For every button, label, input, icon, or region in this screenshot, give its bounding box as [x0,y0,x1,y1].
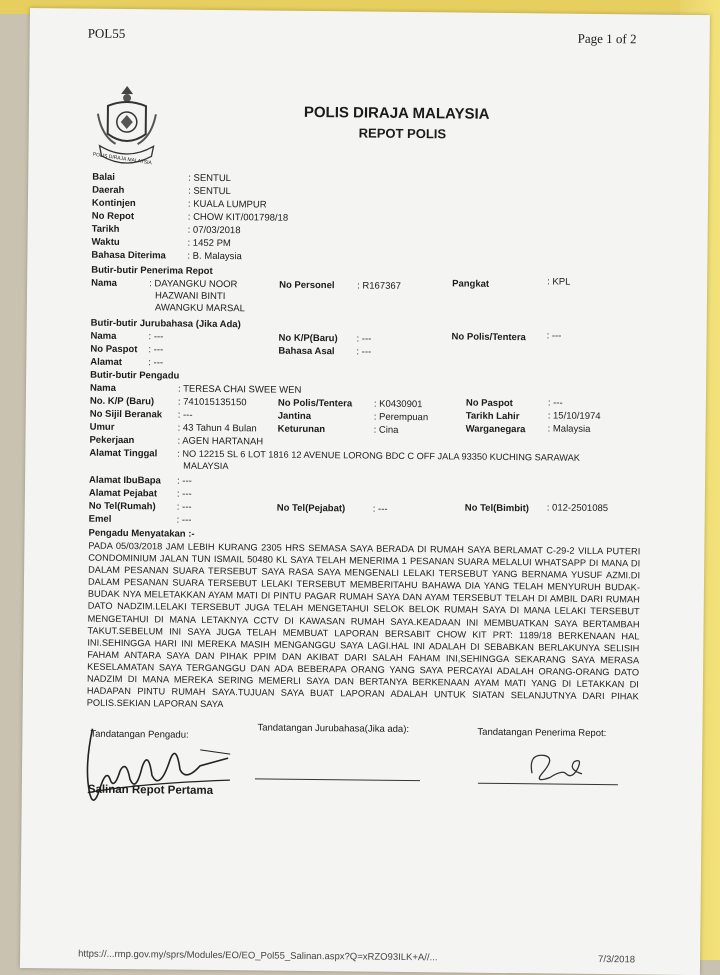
jb-nama-text: --- [153,331,164,343]
footer-date: 7/3/2018 [598,954,636,966]
jb-bahasa-label: Bahasa Asal [278,345,335,358]
norepot-label: No Repot [91,210,135,223]
page-number: Page 1 of 2 [577,30,637,47]
pg-nama-value: : TERESA CHAI SWEE WEN [177,383,302,396]
penerima-signature-icon [522,743,592,788]
jurubahasa-signature-line [255,778,420,781]
sig-penerima-label: Tandatangan Penerima Repot: [477,726,607,740]
pg-pejabat-value: : --- [176,488,192,500]
pg-nama-text: TERESA CHAI SWEE WEN [183,383,302,396]
pg-telrumah-value: : --- [176,501,192,513]
pangkat-text: KPL [552,276,571,288]
pg-pekerjaan-label: Pekerjaan [89,434,135,447]
jb-nama-label: Nama [90,330,117,342]
balai-text: SENTUL [193,172,232,185]
norepot-value: : CHOW KIT/001798/18 [187,211,289,224]
pg-paspot-label: No Paspot [465,397,513,410]
personel-label: No Personel [279,279,335,292]
pangkat-value: : KPL [547,276,571,288]
pengadu-section-title: Butir-butir Pengadu [90,369,180,382]
balai-label: Balai [92,171,116,183]
salinan-label: Salinan Repot Pertama [87,783,214,797]
sig-pengadu-label: Tandatangan Pengadu: [90,728,189,741]
pg-lahir-label: Tarikh Lahir [465,410,520,423]
pg-emel-label: Emel [88,513,112,525]
pg-emel-value: : --- [176,514,192,526]
tarikh-value: : 07/03/2018 [187,224,241,237]
pg-telbimbit-label: No Tel(Bimbit) [464,502,530,515]
doc-title: REPOT POLIS [358,125,447,142]
jb-nama-value: : --- [148,331,164,343]
balai-value: : SENTUL [188,172,232,185]
waktu-value: : 1452 PM [187,237,231,250]
pg-telpejabat-label: No Tel(Pejabat) [276,502,346,515]
pg-sijil-text: --- [182,409,193,421]
kontinjen-text: KUALA LUMPUR [193,198,267,211]
pg-alamat-label: Alamat Tinggal [89,447,158,460]
tarikh-text: 07/03/2018 [192,224,241,237]
tarikh-label: Tarikh [91,223,120,235]
pengadu-signature-icon [80,709,241,821]
penerima-nama-line3: AWANGKU MARSAL [154,302,246,315]
jb-alamat-value: : --- [148,357,164,369]
jb-paspot-label: No Paspot [90,343,138,356]
pg-telpejabat-value: : --- [372,503,388,515]
jb-polis-value: : --- [546,330,562,342]
jb-paspot-text: --- [153,344,164,356]
penerima-section-title: Butir-butir Penerima Repot [91,264,213,277]
pg-lahir-value: : 15/10/1974 [547,410,601,422]
pg-lahir-text: 15/10/1974 [552,410,601,422]
daerah-label: Daerah [92,184,125,196]
pg-pejabat-label: Alamat Pejabat [88,487,158,500]
pangkat-label: Pangkat [452,278,490,290]
pg-telbimbit-text: 012-2501085 [552,502,609,515]
pg-pekerjaan-text: AGEN HARTANAH [182,435,264,448]
pg-polis-label: No Polis/Tentera [277,397,353,410]
pg-warga-label: Warganegara [465,423,526,436]
penerima-nama-label: Nama [91,277,118,289]
footer-url: https://...rmp.gov.my/sprs/Modules/EO/EO_Pol55_Salinan.aspx?Q=xRZO93ILK+A//... [78,948,438,964]
jurubahasa-section-title: Butir-butir Jurubahasa (Jika Ada) [90,317,241,331]
pg-nama-label: Nama [89,382,116,394]
pg-warga-text: Malaysia [552,423,591,435]
pg-jantina-text: Perempuan [378,411,429,424]
pg-paspot-value: : --- [547,397,563,409]
pg-telrumah-label: No Tel(Rumah) [88,500,156,513]
jb-paspot-value: : --- [148,344,164,356]
jb-bahasa-value: : --- [356,346,372,358]
pg-sijil-value: : --- [177,409,193,421]
jb-polis-label: No Polis/Tentera [451,331,526,344]
pg-kp-value: : 741015135150 [177,396,247,409]
statement-heading: Pengadu Menyatakan :- [88,527,195,540]
pg-kp-text: 741015135150 [183,396,247,409]
personel-value: : R167367 [357,280,402,292]
jb-bahasa-text: --- [361,346,372,358]
pg-polis-text: K0430901 [379,398,423,411]
pg-telrumah-text: --- [182,501,192,513]
norepot-text: CHOW KIT/001798/18 [193,211,289,224]
pg-polis-value: : K0430901 [373,398,423,411]
jb-kp-label: No K/P(Baru) [278,332,338,345]
kontinjen-label: Kontinjen [91,197,136,210]
kontinjen-value: : KUALA LUMPUR [187,198,267,211]
pg-emel-text: --- [181,514,192,526]
statement-body: PADA 05/03/2018 JAM LEBIH KURANG 2305 HRS SEMASA SAYA BERADA DI RUMAH SAYA BERLAMAT C-29-2 VILLA PUTERI CONDOMINIUM JALAN TUN ISMAIL 50480 KL SAYA TELAH MENERIMA 1 PESANAN SUARA MELALUI WHATSAPP DI MANA DI DALAM PESANAN SUARA TERSEBUT SAYA RASA SAYA MENGENALI LELAKI TERSEBUT YANG BERNAMA YUSUF AZMI.DI DALAM PESANAN SUARA TERSEBUT LELAKI TERSEBUT MEMBERITAHU BAHAWA DIA YANG TELAH MENYURUH BUDAK-BUDAK NYA MELETAKKAN AYAM MATI DI PINTU PAGAR RUMAH SAYA DAN AYAM TERSEBUT TELAH DI AMBIL DARI RUMAH DATO NADZIM.LELAKI TERSEBUT JUGA TELAH MENGETAHUI SELOK BELOK RUMAH SAYA DI MANA LELAKI TERSEBUT MENGETAHUI DI MANA LETAKNYA CCTV DI KAWASAN RUMAH SAYA.KEADAAN INI MEMBUATKAN SAYA BERTAMBAH TAKUT.SEBELUM INI SAYA JUGA TELAH MEMBUAT LAPORAN BERSABIT CHOW KIT PRT: 1189/18 BERKENAAN HAL INI.SEHINGGA HARI INI MEREKA MASIH MENGANGGU SAYA LAGI.HAL INI ADALAH DI SEBABKAN BERLAKUNYA SELISIH FAHAM ANTARA SAYA DAN PIHAK PPIM DAN AKIBAT DARI SALAH FAHAM INI,SEHINGGA SEKARANG SAYA MERASA KESELAMATAN SAYA TERGANGGU DAN ADA BEBERAPA ORANG YANG SAYA PERCAYAI ADALAH ORANG-ORANG DATO NADZIM DI MANA MEREKA SERING MEMERLI SAYA DAN BERTANYA BERKENAAN AYAM MATI YANG DI LETAKKAN DI HADAPAN PINTU RUMAH SAYA.TUJUAN SAYA BUAT LAPORAN ADALAH UNTUK SIATAN SELANJUTNYA DARI PIHAK POLIS.SEKIAN LAPORAN SAYA [86,540,641,710]
daerah-value: : SENTUL [188,185,231,198]
pg-alamat-text1: NO 12215 SL 6 LOT 1816 12 AVENUE LORONG BDC C OFF JALA 93350 KUCHING SARAWAK [182,448,580,463]
penerima-nama-line2: HAZWANI BINTI [154,290,226,303]
pg-umur-text: 43 Tahun 4 Bulan [182,422,257,435]
pg-ibubapa-label: Alamat IbuBapa [89,474,161,487]
pg-umur-label: Umur [89,421,115,433]
pg-paspot-text: --- [553,397,563,409]
pg-alamat-line1: : NO 12215 SL 6 LOT 1816 12 AVENUE LORONG BDC C OFF JALA 93350 KUCHING SARAWAK [177,448,580,463]
waktu-label: Waktu [91,236,120,248]
pg-keturunan-text: Cina [378,424,399,436]
pg-kp-label: No. K/P (Baru) [89,395,155,408]
jb-alamat-text: --- [153,357,164,369]
pg-warga-value: : Malaysia [547,423,591,435]
pg-umur-value: : 43 Tahun 4 Bulan [177,422,257,435]
waktu-text: 1452 PM [192,237,231,250]
pg-jantina-label: Jantina [277,410,312,422]
daerah-text: SENTUL [193,185,231,198]
pg-telpejabat-text: --- [377,503,388,515]
penerima-nama-line1: : DAYANGKU NOOR [149,278,238,291]
pg-pejabat-text: --- [182,488,192,500]
bahasa-text: B. Malaysia [192,250,242,263]
jb-kp-text: --- [361,333,372,345]
pg-sijil-label: No Sijil Beranak [89,408,163,421]
pg-ibubapa-text: --- [182,475,192,487]
org-title: POLIS DIRAJA MALAYSIA [303,103,490,123]
pg-telbimbit-value: : 012-2501085 [546,502,609,515]
jb-alamat-label: Alamat [90,356,123,368]
crest-motto: POLIS DIRAJA MALAYSIA [92,151,153,167]
pg-pekerjaan-value: : AGEN HARTANAH [177,435,264,448]
form-code: POL55 [87,25,126,41]
pg-alamat-line2: MALAYSIA [183,460,229,472]
police-report-document [20,8,710,975]
bahasa-value: : B. Malaysia [187,250,242,263]
pg-keturunan-value: : Cina [373,424,399,436]
bahasa-label: Bahasa Diterima [91,249,166,262]
sig-jurubahasa-label: Tandatangan Jurubahasa(Jika ada): [257,722,410,736]
pg-jantina-value: : Perempuan [373,411,429,424]
pg-ibubapa-value: : --- [176,475,192,487]
personel-text: R167367 [362,280,402,292]
penerima-nama-text1: DAYANGKU NOOR [154,278,238,291]
jb-kp-value: : --- [356,333,372,345]
jb-polis-text: --- [551,330,562,342]
pg-keturunan-label: Keturunan [277,423,326,436]
